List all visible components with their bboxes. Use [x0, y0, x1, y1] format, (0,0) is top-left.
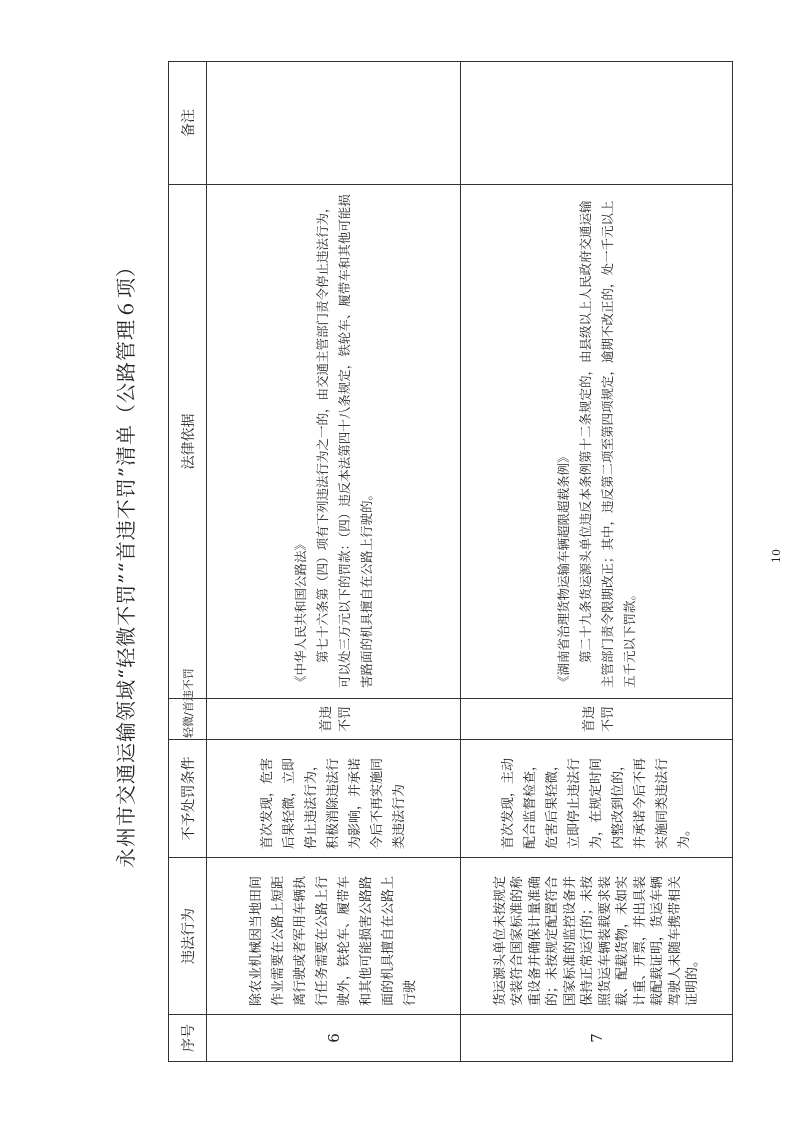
basis-law-text: 第七十六条第（四）项有下列违法行为之一的，由交通主管部门责令停止违法行为，可以处三万元以下的罚款：（四）违反本法第四十八条规定，铁轮车、履带车和其他可能损害路面的机具擅自在公路上行驶的。: [314, 194, 374, 688]
violation-cell: 除农业机械因当地田间作业需要在公路上短距离行驶或者军用车辆执行任务需要在公路上行驶外，铁轮车、履带车和其他可能损害公路路面的机具擅自在公路上行驶: [207, 858, 461, 1015]
basis-law-title: 《湖南省治理货物运输车辆超限超载条例》: [555, 450, 571, 688]
document-title: 永州市交通运输领域“轻微不罚”“首违不罚”清单（公路管理６项）: [113, 256, 138, 868]
basis-law-text: 第二十九条货运源头单位违反本条例第十二条规定的，由县级以上人民政府交通运输主管部门责令限期改正；其中，违反第二项至第四项规定，逾期不改正的，处一千元以上五千元以下罚款。: [577, 200, 637, 688]
row-number: 6: [207, 1015, 461, 1062]
page-number: 10: [770, 549, 783, 563]
violation-cell: 货运源头单位未按规定安装符合国家标准的称重设备并确保计量准确的；未按规定配置符合国家标准的监控设备并保持正常运行的；未按照货运车辆装载要求装载、配载货物，未如实计重、开票，并出具装载配载证明，货运车辆驾驶人未随车携带相关证明的。: [461, 858, 733, 1015]
condition-cell: 首次发现，主动配合监督检查，危害后果轻微，立即停止违法行为，在规定时间内整改到位的，并承诺今后不再实施同类违法行为。: [461, 740, 733, 858]
table-row: [461, 62, 733, 1062]
condition-cell: 首次发现，危害后果轻微，立即停止违法行为，积极消除违法行为影响，并承诺今后不再实施同类违法行为: [207, 740, 461, 858]
type-cell: 首违不罚: [207, 699, 461, 740]
rotated-page: [80, 62, 729, 1062]
header-type: 轻微/首违不罚: [169, 699, 207, 740]
table-header-row: [169, 62, 207, 1062]
header-condition: 不予处罚条件: [169, 740, 207, 858]
header-basis: 法律依据: [169, 185, 207, 699]
basis-cell: [207, 185, 461, 699]
header-violation: 违法行为: [169, 858, 207, 1015]
remark-cell: [207, 62, 461, 185]
penalty-exemption-table: [168, 61, 733, 1062]
header-remark: 备注: [169, 62, 207, 185]
header-no: 序号: [169, 1015, 207, 1062]
remark-cell: [461, 62, 733, 185]
row-number: 7: [461, 1015, 733, 1062]
basis-cell: [461, 185, 733, 699]
table-row: [207, 62, 461, 1062]
type-cell: 首违不罚: [461, 699, 733, 740]
basis-law-title: 《中华人民共和国公路法》: [292, 537, 308, 688]
